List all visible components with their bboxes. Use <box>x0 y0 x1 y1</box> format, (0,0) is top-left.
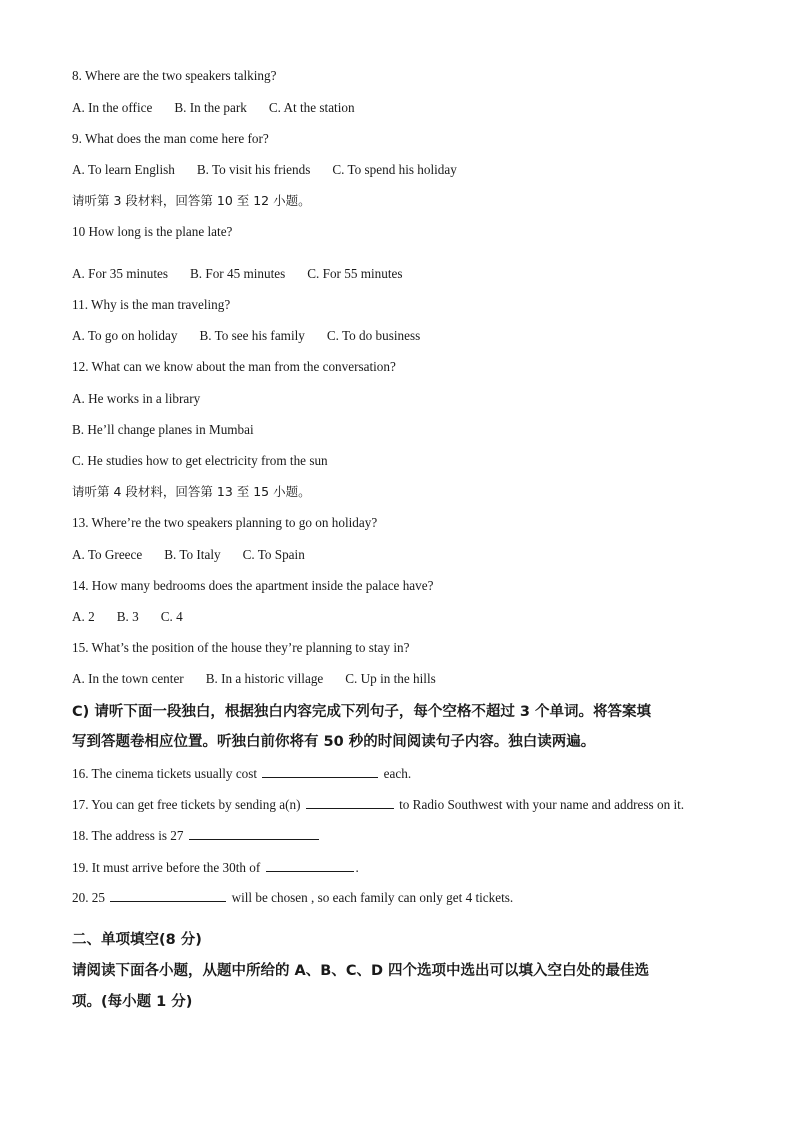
answer-blank-19[interactable] <box>266 859 354 872</box>
part-c-instruction-line-1: C) 请听下面一段独白，根据独白内容完成下列句子，每个空格不超过 3 个单词。将答案填 <box>72 704 651 720</box>
option-c: C. To spend his holiday <box>332 162 457 177</box>
answer-blank-20[interactable] <box>110 889 226 902</box>
question-15-options <box>72 671 436 687</box>
question-20 <box>72 889 513 906</box>
option-b: B. To Italy <box>164 547 221 562</box>
question-19-text: 19. It must arrive before the 30th of <box>72 860 261 875</box>
question-9: 9. What does the man come here for? <box>72 131 269 146</box>
option-a: A. In the office <box>72 100 153 115</box>
option-c: C. For 55 minutes <box>307 266 403 281</box>
question-20-suffix: will be chosen , so each family can only get 4 tickets. <box>231 890 514 905</box>
option-a: A. To learn English <box>72 162 175 177</box>
question-17-text: 17. You can get free tickets by sending a(n) <box>72 797 301 812</box>
option-b: B. For 45 minutes <box>189 266 286 281</box>
question-8: 8. Where are the two speakers talking? <box>72 68 277 83</box>
part-2-instruction-line-1: 请阅读下面各小题，从题中所给的 A、B、C、D 四个选项中选出可以填入空白处的最佳选 <box>72 963 650 979</box>
option-a: A. To Greece <box>72 547 143 562</box>
answer-blank-18[interactable] <box>189 827 319 840</box>
question-13-options <box>72 547 305 563</box>
option-c: C. 4 <box>160 609 183 624</box>
section-3-instruction: 请听第 3 段材料，回答第 10 至 12 小题。 <box>72 193 311 208</box>
question-12-option-c: C. He studies how to get electricity from the sun <box>72 453 328 468</box>
option-b: B. In a historic village <box>205 671 324 686</box>
question-12-option-b: B. He’ll change planes in Mumbai <box>72 422 254 437</box>
question-10: 10 How long is the plane late? <box>72 224 233 239</box>
question-16 <box>72 765 411 782</box>
answer-blank-16[interactable] <box>262 765 378 778</box>
question-19-suffix: . <box>355 860 359 875</box>
question-16-text: 16. The cinema tickets usually cost <box>72 766 258 781</box>
question-14-options <box>72 609 183 625</box>
question-19 <box>72 859 359 876</box>
option-c: C. Up in the hills <box>345 671 436 686</box>
part-2-heading: 二、单项填空(8 分) <box>72 932 202 948</box>
section-4-instruction: 请听第 4 段材料，回答第 13 至 15 小题。 <box>72 484 311 499</box>
question-14: 14. How many bedrooms does the apartment inside the palace have? <box>72 578 434 593</box>
question-8-options <box>72 100 355 116</box>
question-9-options <box>72 162 457 178</box>
part-c-instruction-line-2: 写到答题卷相应位置。听独白前你将有 50 秒的时间阅读句子内容。独白读两遍。 <box>72 734 596 750</box>
option-b: B. To see his family <box>199 328 305 343</box>
question-18-text: 18. The address is 27 <box>72 828 184 843</box>
question-12-option-a: A. He works in a library <box>72 391 201 406</box>
question-17-suffix: to Radio Southwest with your name and address on it. <box>399 797 685 812</box>
option-b: B. In the park <box>174 100 247 115</box>
option-c: C. To Spain <box>242 547 305 562</box>
answer-blank-17[interactable] <box>306 796 394 809</box>
question-15: 15. What’s the position of the house they’re planning to stay in? <box>72 640 410 655</box>
option-b: B. 3 <box>116 609 139 624</box>
option-c: C. At the station <box>268 100 355 115</box>
question-12: 12. What can we know about the man from the conversation? <box>72 359 396 374</box>
option-a: A. For 35 minutes <box>72 266 168 281</box>
question-10-options <box>72 266 402 282</box>
option-a: A. 2 <box>72 609 95 624</box>
question-13: 13. Where’re the two speakers planning to go on holiday? <box>72 515 378 530</box>
part-2-instruction-line-2: 项。(每小题 1 分) <box>72 994 193 1010</box>
question-11: 11. Why is the man traveling? <box>72 297 231 312</box>
question-17 <box>72 796 684 813</box>
option-a: A. In the town center <box>72 671 184 686</box>
question-20-text: 20. 25 <box>72 890 105 905</box>
question-11-options <box>72 328 420 344</box>
option-b: B. To visit his friends <box>196 162 311 177</box>
question-16-suffix: each. <box>383 766 412 781</box>
option-a: A. To go on holiday <box>72 328 178 343</box>
question-18 <box>72 827 321 844</box>
option-c: C. To do business <box>326 328 421 343</box>
